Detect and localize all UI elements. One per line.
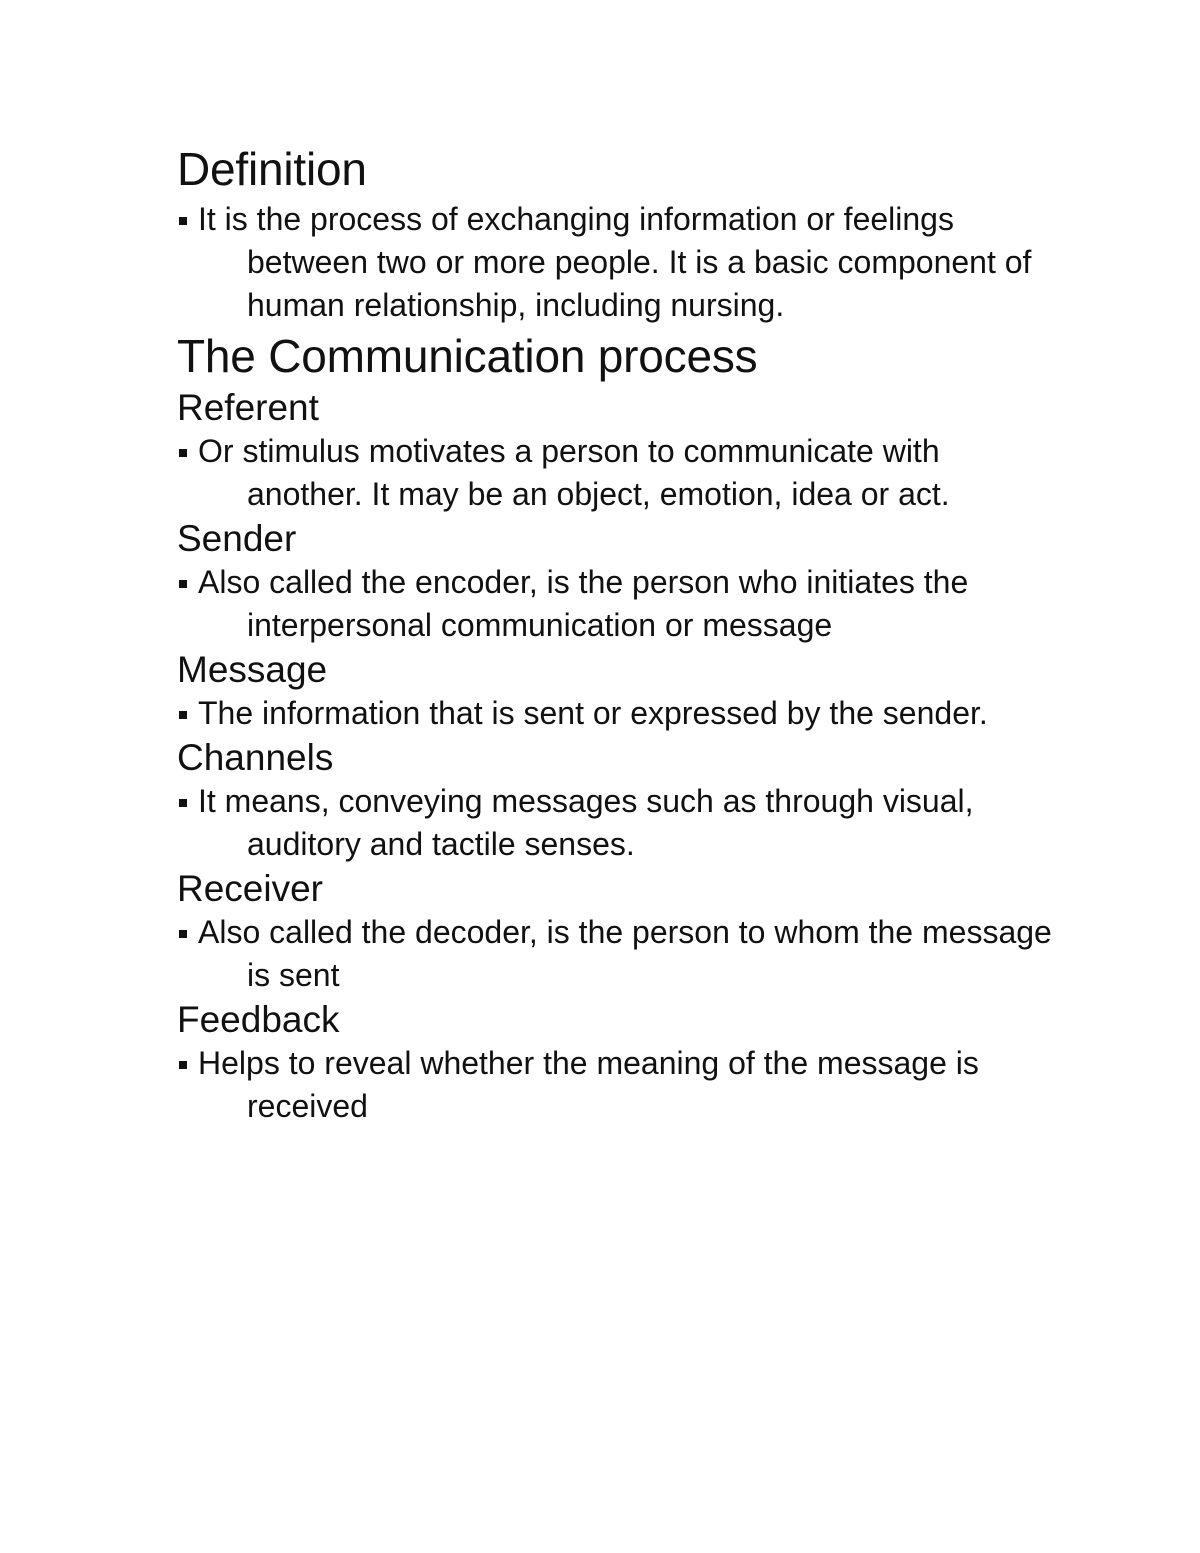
feedback-bullet	[177, 1042, 1057, 1128]
message-bullet	[177, 692, 1057, 735]
definition-heading: Definition	[177, 143, 367, 195]
document-page	[177, 140, 1057, 1128]
channels-bullet	[177, 780, 1057, 866]
square-bullet-icon	[179, 580, 187, 588]
term-channels: Channels	[177, 737, 334, 778]
definition-bullet	[177, 198, 1057, 327]
square-bullet-icon	[179, 799, 187, 807]
process-heading: The Communication process	[177, 330, 758, 382]
square-bullet-icon	[179, 711, 187, 719]
channels-text: It means, conveying messages such as through visual, auditory and tactile senses.	[198, 783, 974, 862]
term-referent: Referent	[177, 387, 319, 428]
square-bullet-icon	[179, 217, 187, 225]
receiver-bullet	[177, 911, 1057, 997]
term-receiver: Receiver	[177, 868, 323, 909]
sender-bullet	[177, 561, 1057, 647]
definition-text: It is the process of exchanging information or feelings between two or more people. It is a basic component of human relationship, including nursing.	[198, 201, 1032, 323]
square-bullet-icon	[179, 449, 187, 457]
term-message: Message	[177, 649, 328, 690]
referent-bullet	[177, 430, 1057, 516]
receiver-text: Also called the decoder, is the person to whom the message is sent	[198, 914, 1052, 993]
referent-text: Or stimulus motivates a person to communicate with another. It may be an object, emotion, idea or act.	[198, 433, 950, 512]
square-bullet-icon	[179, 930, 187, 938]
message-text: The information that is sent or expressed by the sender.	[198, 695, 988, 731]
square-bullet-icon	[179, 1061, 187, 1069]
term-feedback: Feedback	[177, 999, 340, 1040]
sender-text: Also called the encoder, is the person who initiates the interpersonal communication or message	[198, 564, 969, 643]
term-sender: Sender	[177, 518, 297, 559]
feedback-text: Helps to reveal whether the meaning of the message is received	[198, 1045, 979, 1124]
